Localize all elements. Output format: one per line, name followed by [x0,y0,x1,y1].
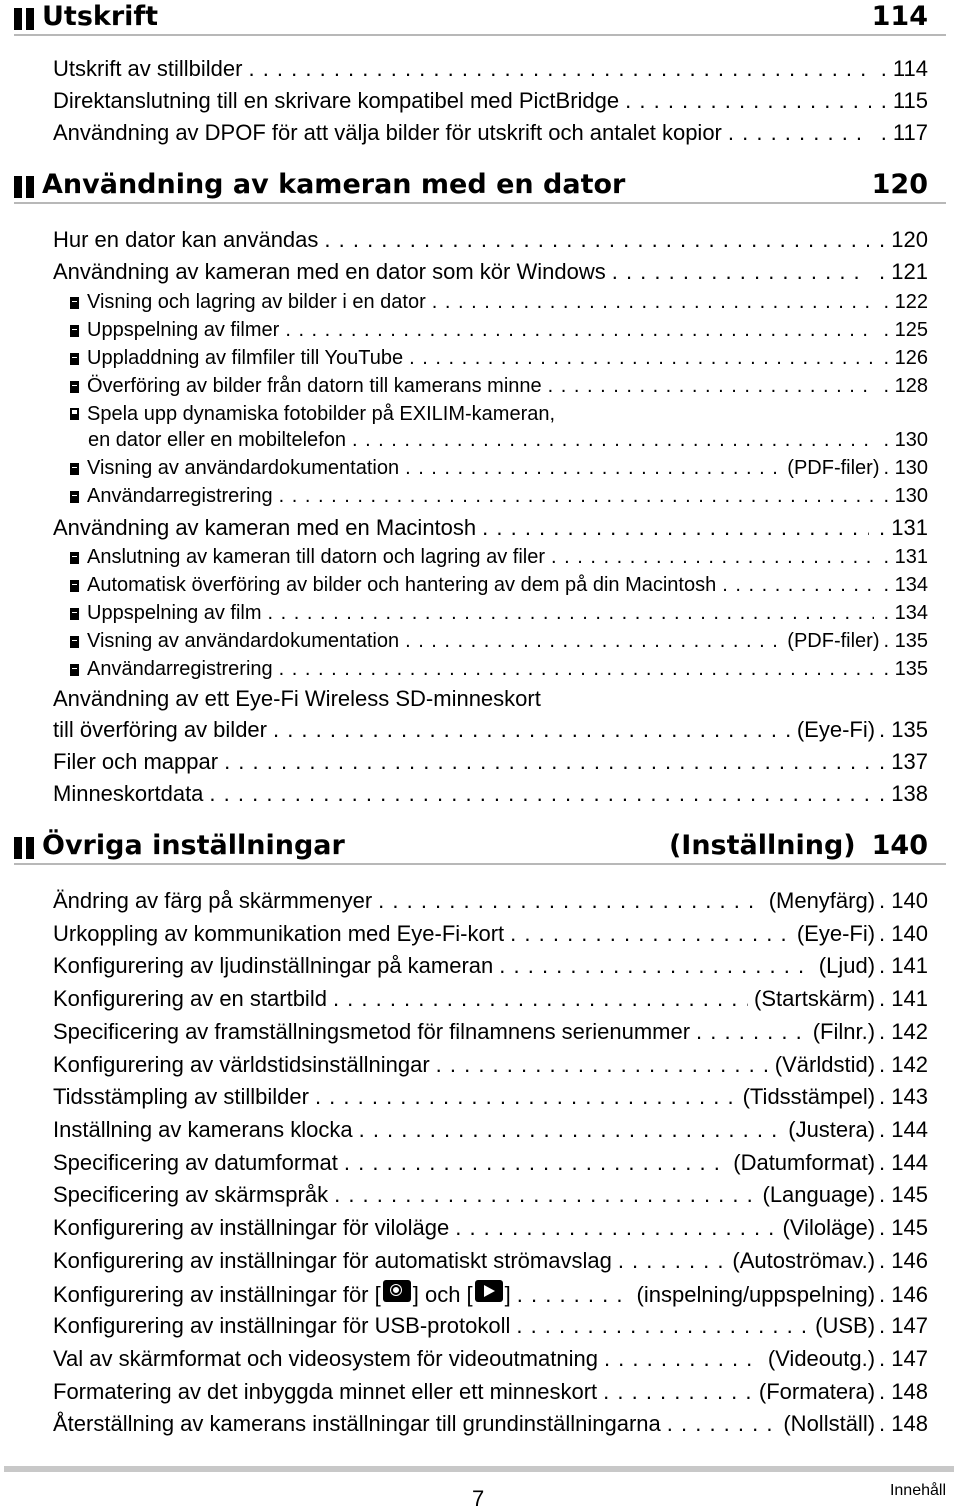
toc-entry[interactable] [53,921,928,947]
entry-text: Formatering av det inbyggda minnet eller ett minneskort [53,1378,598,1404]
entry-annotation: (Tidsstämpel) [742,1084,876,1110]
toc-entry[interactable] [53,888,928,914]
entry-text: Användning av kameran med en Macintosh [53,515,477,540]
bullet-square-icon [70,325,79,337]
entry-page: . 130 [884,485,929,508]
heading-bars-icon [14,837,34,859]
entry-page: . 148 [879,1411,928,1437]
entry-text: Konfigurering av en startbild [53,986,327,1012]
entry-text: Anslutning av kameran till datorn och lagring av filer [87,546,546,568]
toc-entry[interactable] [53,1280,928,1308]
leader-dots [334,1182,756,1208]
toc-subentry[interactable] [70,546,928,569]
leader-dots [612,259,869,285]
entry-text: ] [504,1282,511,1308]
entry-text: en dator eller en mobiltelefon [88,429,346,451]
entry-page: . 144 [879,1150,928,1176]
toc-entry[interactable] [53,1117,928,1143]
entry-annotation: (Formatera) [758,1378,876,1404]
entry-text: Specificering av framställningsmetod för filnamnens serienummer [53,1018,691,1044]
entry-text: ] och [ [412,1282,473,1308]
entry-page: . 140 [879,888,928,914]
entry-annotation: (Viloläge) [782,1215,876,1240]
leader-dots [344,1150,727,1176]
toc-entry[interactable] [53,1150,928,1176]
entry-text: Automatisk överföring av bilder och hantering av dem på din Macintosh [87,574,717,596]
leader-dots [604,1346,762,1372]
toc-entry[interactable] [53,749,928,775]
entry-text: Inställning av kamerans klocka [53,1116,353,1142]
entry-text: Tidsstämpling av stillbilder [53,1084,309,1110]
entry-text: Konfigurering av inställningar för USB-protokoll [53,1313,511,1339]
entry-page: . 121 [879,259,928,285]
entry-page: . 138 [879,781,928,807]
toc-entry[interactable] [53,1313,928,1339]
section-heading-utskrift [14,0,946,36]
entry-annotation: (Eye-Fi) [796,717,876,742]
entry-text: Uppspelning av filmer [87,319,280,341]
section-page: 120 [871,169,928,200]
leader-dots [268,602,874,625]
entry-page: . 130 [884,457,929,480]
entry-page: . 137 [879,749,928,775]
entry-text: Spela upp dynamiska fotobilder på EXILIM-kameran, [87,403,556,425]
toc-entry[interactable] [53,120,928,146]
toc-entry[interactable] [53,227,928,253]
entry-text: Återställning av kamerans inställningar till grundinställningarna [53,1411,661,1437]
entry-text: Visning av användardokumentation [87,630,400,652]
leader-dots [455,1215,776,1241]
entry-text: till överföring av bilder [53,717,267,742]
leader-dots [548,375,874,398]
entry-page: . 117 [881,120,928,146]
section-heading-installningar [14,829,946,865]
entry-page: . 145 [879,1182,928,1208]
leader-dots [279,485,874,508]
entry-text: Uppladdning av filmfiler till YouTube [87,347,404,369]
entry-text: Visning av användardokumentation [87,457,400,479]
leader-dots [405,457,781,480]
toc-entry[interactable] [53,1411,928,1437]
entry-text: Val av skärmformat och videosystem för videoutmatning [53,1345,598,1371]
leader-dots [409,347,873,370]
entry-text: Minneskortdata [53,781,204,806]
leader-dots [209,781,869,807]
toc-subentry[interactable] [70,457,928,480]
entry-text: Överföring av bilder från datorn till kamerans minne [87,375,542,397]
entry-text: Visning och lagring av bilder i en dator [87,291,426,313]
leader-dots [224,749,869,775]
entry-text: Urkoppling av kommunikation med Eye-Fi-kort [53,920,505,946]
leader-dots [696,1019,807,1045]
leader-dots [516,1313,809,1339]
leader-dots [378,888,763,914]
toc-entry[interactable] [53,1019,928,1045]
camera-icon [383,1280,411,1302]
entry-page: . 114 [881,56,928,82]
toc-entry[interactable] [53,259,928,285]
entry-annotation: (PDF-filer) [787,457,880,479]
leader-dots [499,953,813,979]
toc-subentry[interactable] [70,347,928,370]
entry-page: . 135 [884,658,929,681]
bullet-square-icon [70,408,79,420]
entry-page: . 134 [884,574,929,597]
entry-text: Konfigurering av inställningar för [ [53,1282,381,1308]
leader-dots [285,319,873,342]
toc-entry[interactable] [53,1379,928,1405]
entry-page: . 142 [879,1019,928,1045]
entry-page: . 130 [884,429,929,452]
entry-annotation: (Autoströmav.) [732,1247,876,1273]
entry-text: Konfigurering av inställningar för viloläge [53,1215,450,1240]
entry-page: . 115 [881,88,928,114]
toc-entry[interactable] [53,986,928,1012]
toc-subentry[interactable] [70,602,928,625]
toc-subentry[interactable] [70,574,928,597]
leader-dots [667,1411,778,1437]
leader-dots [722,574,873,597]
entry-text: Direktanslutning till en skrivare kompatibel med PictBridge [53,88,620,113]
entry-text: Uppspelning av film [87,602,262,624]
entry-page: . 131 [879,515,928,541]
bullet-square-icon [70,353,79,365]
bullet-square-icon [70,636,79,648]
heading-bars-icon [14,8,34,30]
section-page: 114 [871,1,928,32]
entry-text: Användarregistrering [87,658,273,680]
entry-page: . 131 [884,546,929,569]
entry-annotation: (Language) [762,1182,876,1208]
bullet-square-icon [70,297,79,309]
entry-text: Konfigurering av ljudinställningar på kameran [53,953,494,979]
toc-subentry[interactable] [70,375,928,398]
entry-page: . 147 [879,1346,928,1372]
toc-entry[interactable] [53,781,928,807]
entry-text: Specificering av datumformat [53,1149,338,1175]
bullet-square-icon [70,664,79,676]
toc-subentry[interactable] [70,630,928,653]
toc-subentry[interactable] [70,319,928,342]
entry-annotation: (PDF-filer) [787,630,880,652]
toc-subentry[interactable] [70,485,928,508]
bullet-square-icon [70,552,79,564]
leader-dots [279,658,874,681]
entry-text: Konfigurering av inställningar för automatiskt strömavslag [53,1247,612,1273]
entry-page: . 141 [879,986,928,1012]
bullet-square-icon [70,491,79,503]
toc-subentry-first-line[interactable] [70,403,555,426]
entry-page: . 135 [879,717,928,743]
toc-entry[interactable] [53,1052,928,1078]
entry-text: Filer och mappar [53,749,219,774]
entry-page: . 143 [879,1084,928,1110]
entry-page: . 144 [879,1117,928,1143]
entry-page: . 147 [879,1313,928,1339]
toc-entry[interactable] [53,1215,928,1241]
entry-annotation: (inspelning/uppspelning) [636,1282,876,1308]
entry-text: Användarregistrering [87,485,273,507]
entry-annotation: (Startskärm) [754,986,876,1012]
entry-text: Användning av DPOF för att välja bilder för utskrift och antalet kopior [53,120,722,145]
toc-entry[interactable] [53,717,928,743]
footer-page-number: 7 [472,1486,485,1511]
entry-annotation: (Världstid) [774,1051,876,1077]
heading-bars-icon [14,176,34,198]
toc-entry[interactable] [53,56,928,82]
entry-annotation: (Videoutg.) [767,1345,876,1371]
entry-text: Användning av kameran med en dator som kör Windows [53,259,606,284]
leader-dots [517,1282,631,1308]
entry-page: . 146 [879,1282,928,1308]
entry-page: . 134 [884,602,929,625]
entry-page: . 141 [879,953,928,979]
toc-entry[interactable] [53,1346,928,1372]
leader-dots [618,1248,727,1274]
leader-dots [625,88,871,114]
bullet-square-icon [70,463,79,475]
play-icon [475,1280,503,1302]
toc-entry[interactable] [53,1182,928,1208]
toc-subentry[interactable] [70,658,928,681]
entry-annotation: (Filnr.) [812,1018,876,1044]
leader-dots [510,921,791,947]
entry-page: . 126 [884,347,929,370]
entry-text: Specificering av skärmspråk [53,1182,329,1208]
entry-page: . 122 [884,291,929,314]
leader-dots [248,56,870,82]
toc-entry[interactable] [53,953,928,979]
leader-dots [432,291,874,314]
entry-annotation: (Nollställ) [783,1411,876,1437]
footer-divider [4,1466,954,1472]
entry-page: . 128 [884,375,929,398]
entry-page: . 148 [879,1379,928,1405]
toc-entry-first-line[interactable]: Användning av ett Eye-Fi Wireless SD-minneskort [53,686,541,711]
entry-page: . 125 [884,319,929,342]
leader-dots [482,515,869,541]
bullet-square-icon [70,608,79,620]
leader-dots [359,1117,783,1143]
toc-entry[interactable] [53,1248,928,1274]
toc-entry[interactable] [53,515,928,541]
section-title: Användning av kameran med en dator [42,169,626,200]
toc-subentry[interactable] [70,291,928,314]
entry-page: . 146 [879,1248,928,1274]
entry-page: . 120 [879,227,928,253]
footer-label[interactable]: Innehåll [889,1482,946,1499]
entry-text: Konfigurering av världstidsinställningar [53,1051,430,1077]
entry-annotation: (Menyfärg) [768,888,876,913]
leader-dots [551,546,873,569]
section-heading-dator [14,168,946,204]
entry-text: Ändring av färg på skärmmenyer [53,888,373,913]
toc-subentry[interactable] [88,429,928,452]
toc-entry[interactable] [53,1084,928,1110]
section-page: 140 [871,830,928,861]
bullet-square-icon [70,580,79,592]
leader-dots [436,1052,769,1078]
entry-page: . 140 [879,921,928,947]
entry-annotation: (USB) [815,1313,876,1339]
bullet-square-icon [70,381,79,393]
leader-dots [603,1379,753,1405]
entry-text: Utskrift av stillbilder [53,56,243,81]
entry-text: Hur en dator kan användas [53,227,319,252]
entry-page: . 142 [879,1052,928,1078]
entry-annotation: (Datumformat) [733,1149,876,1175]
leader-dots [273,717,791,743]
toc-entry[interactable] [53,88,928,114]
section-title: Övriga inställningar [42,830,345,861]
leader-dots [315,1084,737,1110]
leader-dots [728,120,871,146]
leader-dots [352,429,874,452]
leader-dots [324,227,869,253]
leader-dots [405,630,781,653]
entry-annotation: (Eye-Fi) [796,920,876,946]
entry-page: . 135 [884,630,929,653]
entry-annotation: (Justera) [788,1116,876,1142]
leader-dots [333,986,748,1012]
section-suffix: (Inställning) [668,830,856,861]
entry-page: . 145 [879,1215,928,1241]
entry-annotation: (Ljud) [818,953,876,979]
section-title: Utskrift [42,1,159,32]
